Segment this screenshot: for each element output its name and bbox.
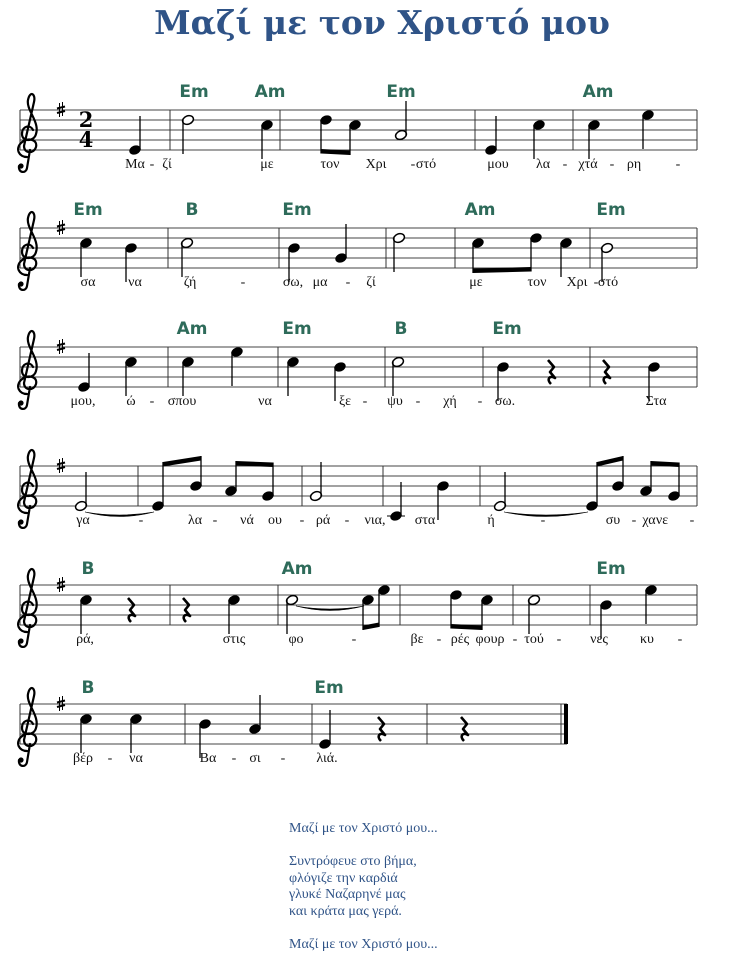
lyric-syllable: με: [469, 275, 483, 290]
lyric-syllable: ζή: [183, 275, 197, 290]
chord-symbol: Em: [179, 82, 209, 102]
lyric-hyphen: -: [477, 394, 483, 409]
half-note-icon: [527, 594, 540, 634]
quarter-note-icon: [79, 237, 92, 277]
chord-symbol: B: [185, 200, 199, 220]
eighth-note-icon: [151, 462, 164, 512]
quarter-note-icon: [230, 346, 243, 386]
half-note-icon: [392, 232, 405, 272]
quarter-note-icon: [181, 356, 194, 396]
lyric-syllable: ρές: [450, 632, 470, 647]
eighth-note-icon: [319, 114, 332, 153]
treble-clef-icon: [18, 212, 37, 290]
lyric-syllable: να: [129, 751, 143, 766]
song-title: Μαζί με τον Χριστό μου: [154, 3, 610, 42]
beam: [597, 456, 623, 467]
lyric-hyphen: -: [362, 394, 368, 409]
lyric-hyphen: -: [593, 275, 599, 290]
eighth-note-icon: [667, 463, 680, 502]
lyric-hyphen: -: [149, 157, 155, 172]
quarter-rest-icon: [183, 598, 190, 622]
lyric-syllable: γα: [76, 513, 90, 528]
lyric-syllable: λα: [535, 157, 551, 172]
lyric-syllable: κυ: [640, 632, 654, 647]
chord-symbol: B: [81, 559, 95, 579]
lyric-hyphen: -: [344, 513, 350, 528]
lyric-syllable: βέρ: [73, 751, 93, 766]
lyric-syllable: στό: [597, 275, 619, 290]
lyric-syllable: ή: [487, 513, 495, 528]
lyric-hyphen: -: [240, 275, 246, 290]
verse-line: γλυκέ Ναζαρηνέ μας: [289, 887, 406, 902]
lyric-syllable: Χρι: [365, 157, 387, 172]
tie: [85, 512, 154, 517]
beam: [163, 456, 201, 467]
chord-symbol: Em: [282, 200, 312, 220]
lyric-hyphen: -: [675, 157, 681, 172]
lyric-syllable: λιά.: [316, 751, 338, 766]
quarter-note-icon: [644, 584, 657, 624]
treble-clef-icon: [18, 400, 23, 405]
verse-line: [289, 838, 438, 855]
chord-symbol: Em: [596, 559, 626, 579]
eighth-note-icon: [585, 462, 598, 512]
chord-symbol: Am: [254, 82, 286, 102]
lyric-syllable: ξε: [338, 394, 352, 409]
chord-symbol: Em: [282, 319, 312, 339]
lyric-syllable: φουρ: [475, 632, 505, 647]
quarter-note-icon: [260, 119, 273, 159]
lyric-hyphen: -: [138, 513, 144, 528]
lyric-syllable: μου: [487, 157, 509, 172]
beam: [363, 623, 379, 631]
lyric-hyphen: -: [631, 513, 637, 528]
eighth-note-icon: [449, 589, 462, 628]
lyric-syllable: σα: [80, 275, 96, 290]
lyric-syllable: σω.: [494, 394, 516, 409]
lyric-syllable: τον: [320, 157, 340, 172]
chord-symbol: Em: [314, 678, 344, 698]
quarter-note-icon: [248, 695, 261, 735]
tie: [296, 606, 364, 611]
quarter-note-icon: [79, 594, 92, 634]
lyric-syllable: συ: [605, 513, 621, 528]
treble-clef-icon: [18, 94, 37, 172]
lyric-hyphen: -: [436, 632, 442, 647]
lyric-syllable: ρά: [315, 513, 331, 528]
treble-clef-icon: [18, 757, 23, 762]
verse-block: [289, 821, 438, 953]
treble-clef-icon: [18, 331, 37, 409]
quarter-note-icon: [124, 356, 137, 396]
lyric-syllable: χή: [443, 394, 457, 409]
lyric-syllable: σπου: [167, 394, 197, 409]
lyric-syllable: Μα: [125, 157, 145, 172]
treble-clef-icon: [18, 450, 37, 528]
chord-symbol: B: [394, 319, 408, 339]
quarter-rest-icon: [461, 717, 468, 741]
treble-clef-icon: [18, 519, 23, 524]
lyric-syllable: ώ: [126, 394, 136, 409]
chord-symbol: Am: [176, 319, 208, 339]
quarter-note-icon: [334, 224, 347, 264]
lyric-syllable: βε: [410, 632, 424, 647]
chord-symbol: B: [81, 678, 95, 698]
eighth-note-icon: [377, 584, 390, 627]
lyric-syllable: με: [260, 157, 274, 172]
treble-clef-icon: [18, 638, 23, 643]
quarter-note-icon: [77, 353, 90, 393]
staff-system: [18, 678, 568, 766]
lyric-hyphen: -: [231, 751, 237, 766]
chord-symbol: Am: [582, 82, 614, 102]
chord-symbol: Em: [492, 319, 522, 339]
quarter-note-icon: [286, 356, 299, 396]
treble-clef-icon: [18, 688, 37, 766]
lyric-hyphen: -: [410, 157, 416, 172]
quarter-rest-icon: [378, 717, 385, 741]
half-note-icon: [285, 594, 298, 634]
lyric-syllable: σι: [249, 751, 261, 766]
lyric-syllable: Στα: [645, 394, 667, 409]
quarter-note-icon: [79, 713, 92, 753]
tie: [504, 512, 588, 517]
lyric-syllable: νε: [655, 513, 669, 528]
quarter-rest-icon: [128, 598, 135, 622]
quarter-note-icon: [318, 710, 331, 750]
lyric-syllable: λα: [187, 513, 203, 528]
half-note-icon: [74, 472, 87, 512]
half-note-icon: [391, 356, 404, 396]
eighth-note-icon: [261, 463, 274, 502]
lyric-syllable: νά: [240, 513, 254, 528]
half-note-icon: [394, 101, 407, 141]
staff-system: [18, 559, 697, 647]
quarter-note-icon: [129, 713, 142, 753]
lyric-syllable: μα: [312, 275, 328, 290]
lyric-syllable: σω,: [282, 275, 304, 290]
lyric-syllable: ζί: [162, 157, 172, 172]
quarter-note-icon: [128, 116, 141, 156]
lyric-syllable: τον: [527, 275, 547, 290]
lyric-syllable: νια,: [364, 513, 386, 528]
lyric-hyphen: -: [149, 394, 155, 409]
staff-system: [18, 82, 697, 172]
time-signature-bottom: 4: [78, 127, 94, 152]
half-note-icon: [181, 114, 194, 154]
treble-clef-icon: [18, 163, 23, 168]
lyric-hyphen: -: [677, 632, 683, 647]
quarter-note-icon: [587, 119, 600, 159]
lyric-hyphen: -: [299, 513, 305, 528]
lyric-syllable: στα: [414, 513, 436, 528]
lyric-hyphen: -: [609, 157, 615, 172]
chord-symbol: Em: [386, 82, 416, 102]
lyric-hyphen: -: [345, 275, 351, 290]
chord-symbol: Em: [596, 200, 626, 220]
lyric-hyphen: -: [512, 632, 518, 647]
quarter-note-icon: [532, 119, 545, 159]
lyric-hyphen: -: [415, 394, 421, 409]
lyric-syllable: ρά,: [76, 632, 94, 647]
lyric-syllable: μου,: [70, 394, 96, 409]
half-note-icon: [180, 237, 193, 277]
verse-line: Συντρόφευε στο βήμα,: [289, 854, 417, 869]
lyric-syllable: Χρι: [566, 275, 588, 290]
verse-line: Μαζί με τον Χριστό μου...: [289, 936, 438, 952]
verse-line: και κράτα μας γερά.: [289, 903, 402, 919]
lyric-syllable: να: [258, 394, 272, 409]
lyric-syllable: φο: [288, 632, 304, 647]
lyric-hyphen: -: [556, 632, 562, 647]
quarter-note-icon: [484, 116, 497, 156]
lyric-syllable: τού: [524, 632, 544, 647]
final-barline: [564, 704, 568, 744]
lyric-syllable: νες: [590, 632, 608, 647]
lyric-hyphen: -: [351, 632, 357, 647]
half-note-icon: [309, 462, 322, 502]
half-note-icon: [493, 472, 506, 512]
lyric-syllable: χτά: [578, 157, 598, 172]
lyric-syllable: χα: [642, 513, 656, 528]
time-signature-top: 2: [78, 107, 94, 132]
treble-clef-icon: [18, 569, 37, 647]
lyric-hyphen: -: [280, 751, 286, 766]
lyric-syllable: στό: [415, 157, 437, 172]
verse-line: φλόγιζε την καρδιά: [289, 870, 398, 886]
staff-system: [18, 319, 697, 409]
lyric-syllable: Βα: [199, 751, 217, 766]
quarter-note-icon: [227, 594, 240, 634]
lyric-hyphen: -: [562, 157, 568, 172]
verse-line: Μαζί με τον Χριστό μου...: [289, 821, 438, 836]
eighth-note-icon: [529, 232, 542, 271]
lyric-hyphen: -: [689, 513, 695, 528]
lyric-hyphen: -: [540, 513, 546, 528]
chord-symbol: Am: [281, 559, 313, 579]
lyric-syllable: ου: [268, 513, 282, 528]
lyric-syllable: στις: [222, 632, 246, 647]
quarter-note-icon: [436, 480, 449, 520]
quarter-rest-icon: [548, 360, 555, 384]
verse-line: [289, 920, 438, 937]
lyric-syllable: ρη: [626, 157, 642, 172]
lyric-syllable: ψυ: [387, 394, 403, 409]
chord-symbol: Am: [464, 200, 496, 220]
staff-system: [18, 200, 697, 290]
treble-clef-icon: [18, 281, 23, 286]
quarter-rest-icon: [603, 360, 610, 384]
quarter-note-icon: [387, 482, 405, 522]
lyric-syllable: ζί: [366, 275, 376, 290]
staff-system: [18, 450, 697, 528]
chord-symbol: Em: [73, 200, 103, 220]
quarter-note-icon: [641, 109, 654, 149]
lyric-hyphen: -: [212, 513, 218, 528]
eighth-note-icon: [559, 237, 572, 277]
lyric-syllable: να: [128, 275, 142, 290]
lyric-hyphen: -: [107, 751, 113, 766]
